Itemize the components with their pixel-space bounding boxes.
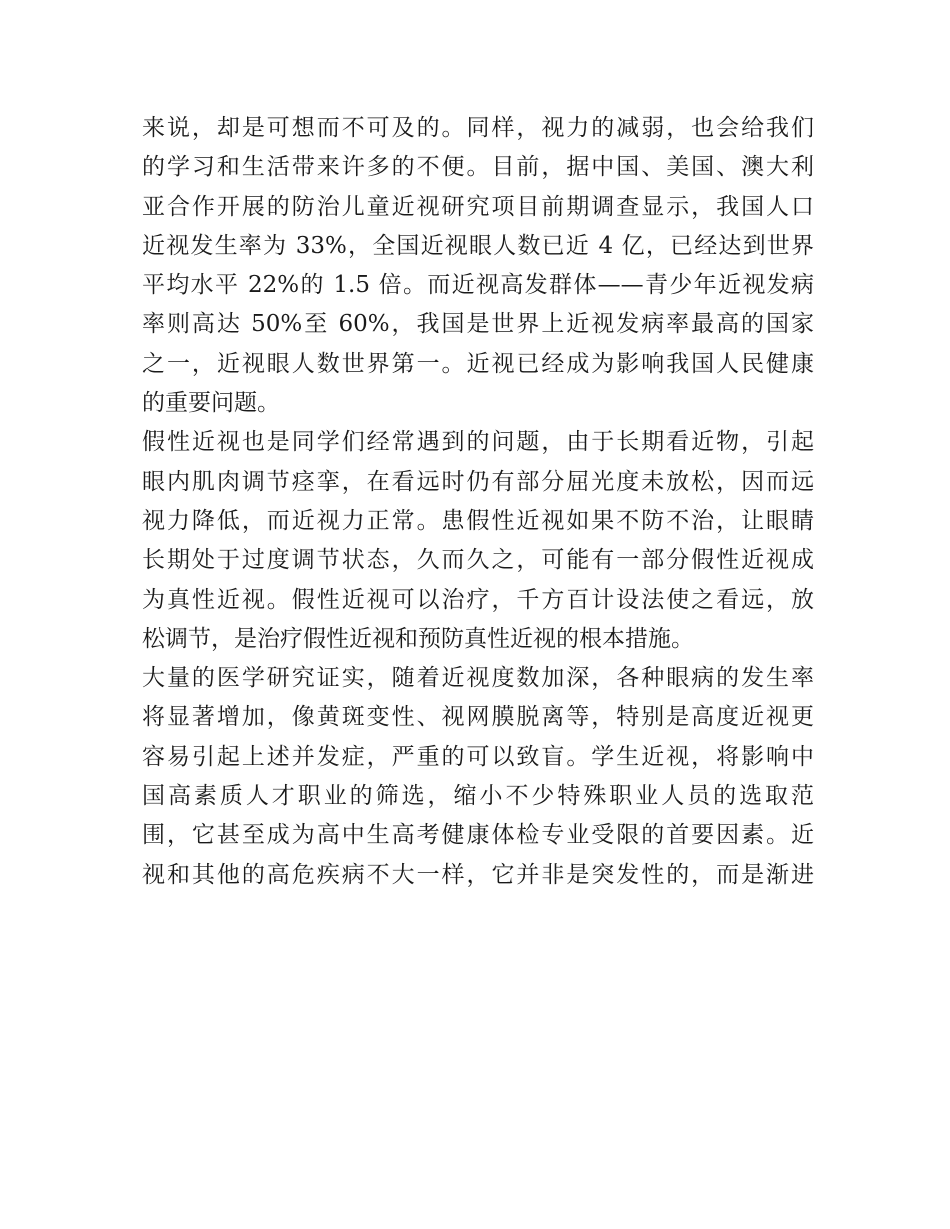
text-line: 国高素质人才职业的筛选，缩小不少特殊职业人员的选取范 (142, 783, 814, 810)
text-line: 松调节，是治疗假性近视和预防真性近视的根本措施。 (142, 625, 694, 652)
text-line: 将显著增加，像黄斑变性、视网膜脱离等，特别是高度近视更 (142, 704, 814, 731)
paragraph-2 (142, 423, 814, 659)
text-line: 长期处于过度调节状态，久而久之，可能有一部分假性近视成 (142, 547, 814, 574)
text-line: 视和其他的高危疾病不大一样，它并非是突发性的，而是渐进 (142, 861, 814, 888)
text-line: 大量的医学研究证实，随着近视度数加深，各种眼病的发生率 (142, 665, 814, 692)
text-line: 亚合作开展的防治儿童近视研究项目前期调查显示，我国人口 (142, 193, 814, 220)
text-line: 的学习和生活带来许多的不便。目前，据中国、美国、澳大利 (142, 154, 814, 181)
text-line: 的重要问题。 (142, 390, 280, 417)
text-line: 来说，却是可想而不可及的。同样，视力的减弱，也会给我们 (142, 115, 814, 141)
text-line: 之一，近视眼人数世界第一。近视已经成为影响我国人民健康 (142, 350, 814, 377)
text-line: 近视发生率为 33%，全国近视眼人数已近 4 亿，已经达到世界 (142, 232, 814, 259)
text-line: 为真性近视。假性近视可以治疗，千方百计设法使之看远，放 (142, 586, 814, 613)
text-line: 容易引起上述并发症，严重的可以致盲。学生近视，将影响中 (142, 743, 814, 770)
text-line: 假性近视也是同学们经常遇到的问题，由于长期看近物，引起 (142, 429, 814, 456)
text-line: 率则高达 50%至 60%，我国是世界上近视发病率最高的国家 (142, 311, 814, 338)
text-line: 围，它甚至成为高中生高考健康体检专业受限的首要因素。近 (142, 822, 814, 849)
text-line: 视力降低，而近视力正常。患假性近视如果不防不治，让眼睛 (142, 507, 814, 534)
text-line: 平均水平 22%的 1.5 倍。而近视高发群体——青少年近视发病 (142, 272, 814, 299)
text-line: 眼内肌肉调节痉挛，在看远时仍有部分屈光度未放松，因而远 (142, 468, 814, 495)
document-body (142, 109, 814, 895)
paragraph-3 (142, 659, 814, 895)
paragraph-1 (142, 109, 814, 423)
